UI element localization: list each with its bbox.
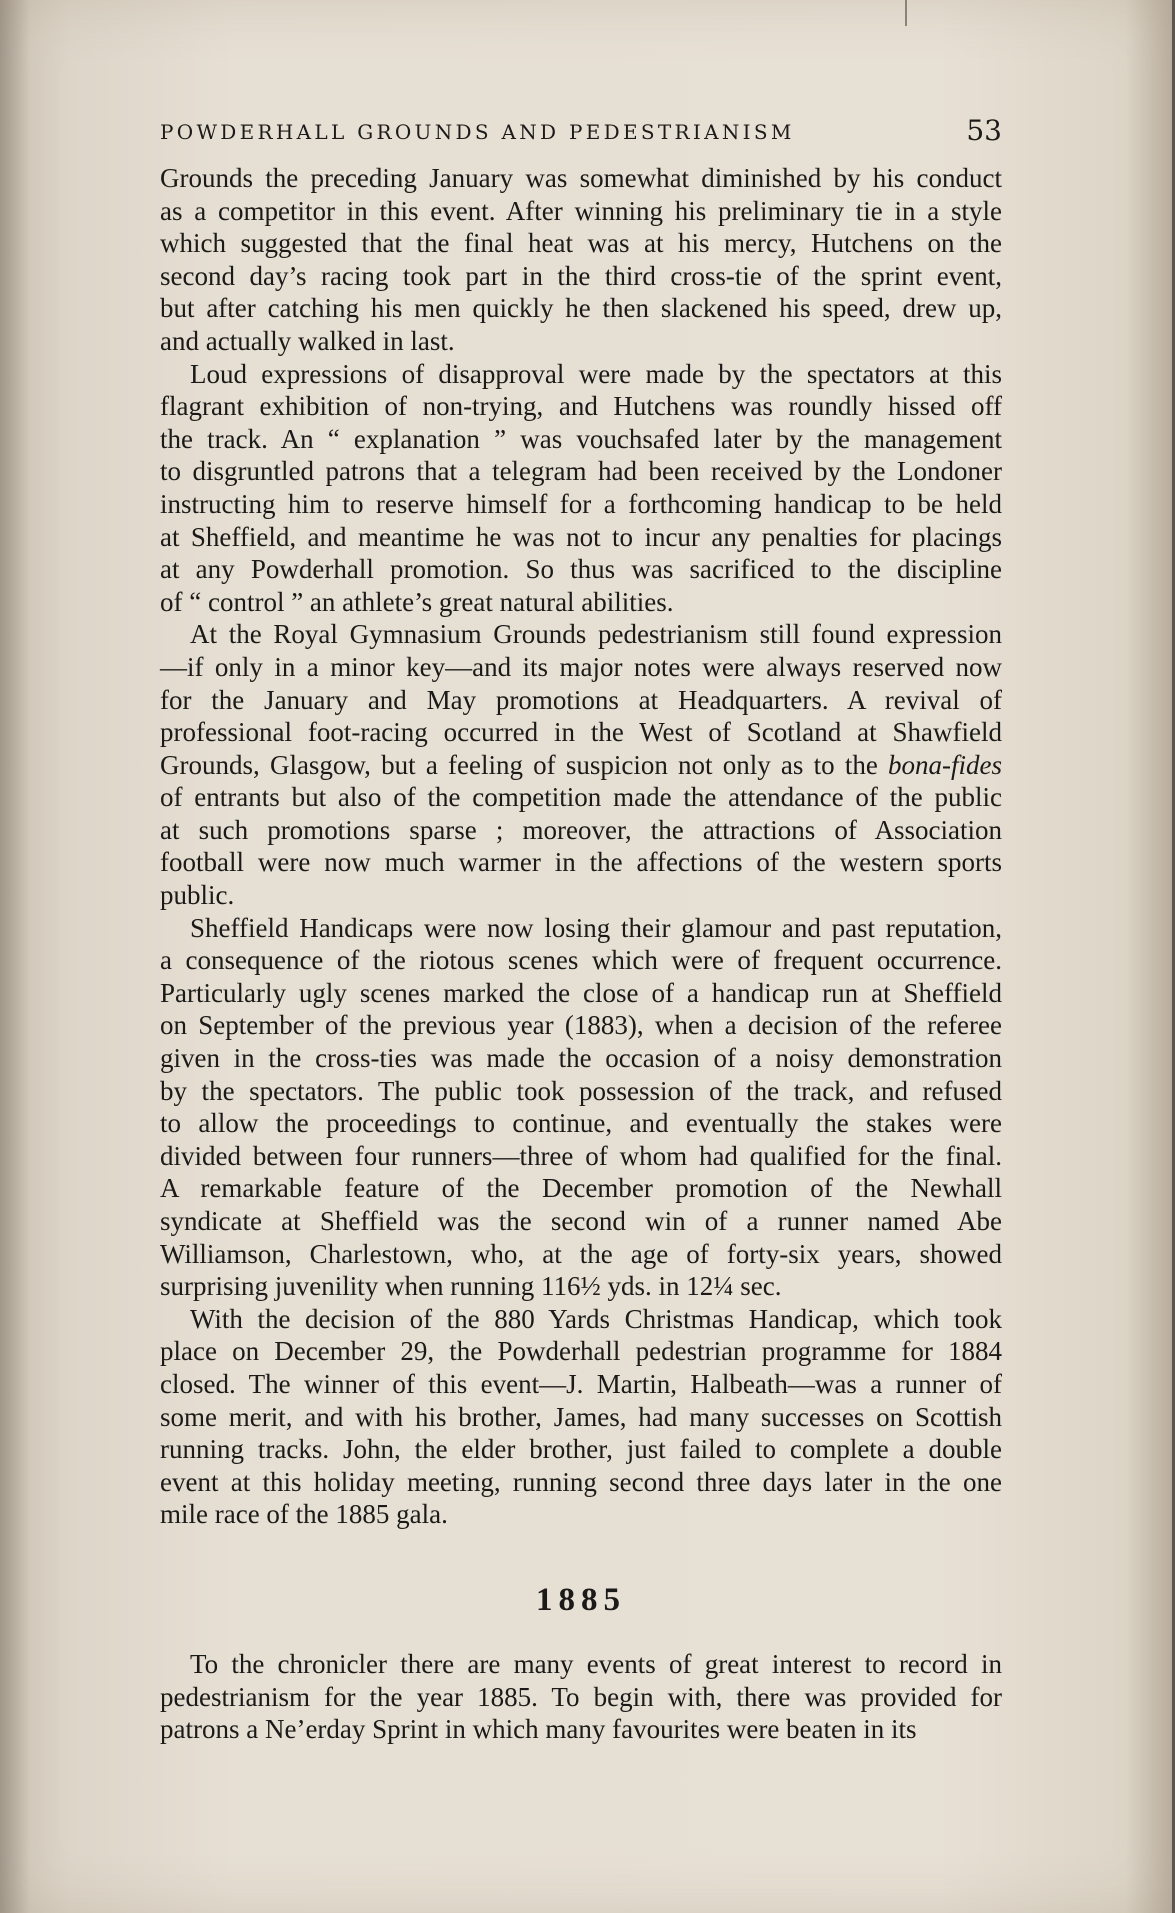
text-line: a consequence of the riotous scenes which were of frequent occurrence. <box>160 945 1002 976</box>
text-line: as a competitor in this event. After winning his preliminary tie in a style <box>160 195 1002 226</box>
page-edge-mark <box>905 0 907 26</box>
paragraph <box>160 912 1002 1303</box>
text-line: At the Royal Gymnasium Grounds pedestrianism still found expression <box>190 619 1002 650</box>
text-line: public. <box>160 880 235 911</box>
text-line: instructing him to reserve himself for a forthcoming handicap to be held <box>160 488 1002 519</box>
paragraph <box>160 1303 1002 1531</box>
text-line: at any Powderhall promotion. So thus was sacrificed to the discipline <box>160 554 1002 585</box>
text-line: Williamson, Charlestown, who, at the age of forty-six years, showed <box>160 1238 1002 1269</box>
text-line: Particularly ugly scenes marked the close of a handicap run at Sheffield <box>160 977 1002 1008</box>
text-line: given in the cross-ties was made the occasion of a noisy demonstration <box>160 1043 1002 1074</box>
text-line: at such promotions sparse ; moreover, the attractions of Association <box>160 814 1002 845</box>
text-line: —if only in a minor key—and its major notes were always reserved now <box>160 651 1002 682</box>
text-line: football were now much warmer in the affections of the western sports <box>160 847 1002 878</box>
text-line: second day’s racing took part in the third cross-tie of the sprint event, <box>160 260 1002 291</box>
text-line: pedestrianism for the year 1885. To begin with, there was provided for <box>160 1681 1002 1712</box>
text-line: With the decision of the 880 Yards Christmas Handicap, which took <box>190 1303 1002 1334</box>
text-line: and actually walked in last. <box>160 325 455 356</box>
text-line: to disgruntled patrons that a telegram had been received by the Londoner <box>160 456 1002 487</box>
text-line: To the chronicler there are many events of great interest to record in <box>190 1649 1002 1679</box>
paragraph <box>160 162 1002 358</box>
text-line: but after catching his men quickly he then slackened his speed, drew up, <box>160 293 1002 324</box>
text-line: for the January and May promotions at Headquarters. A revival of <box>160 684 1002 715</box>
text-line: of entrants but also of the competition made the attendance of the public <box>160 782 1002 813</box>
page-gutter-shadow <box>0 0 30 1913</box>
text-line: Sheffield Handicaps were now losing their glamour and past reputation, <box>190 912 1002 943</box>
text-line: Grounds, Glasgow, but a feeling of suspicion not only as to the bona-fides <box>160 749 1002 780</box>
paragraph <box>160 358 1002 619</box>
text-line: divided between four runners—three of whom had qualified for the final. <box>160 1140 1002 1171</box>
text-line: which suggested that the final heat was at his mercy, Hutchens on the <box>160 228 1002 259</box>
text-line: Loud expressions of disapproval were made by the spectators at this <box>190 358 1002 389</box>
section-heading: 1885 <box>536 1582 626 1618</box>
text-line: of “ control ” an athlete’s great natural abilities. <box>160 586 674 617</box>
text-line: at Sheffield, and meantime he was not to incur any penalties for placings <box>160 521 1002 552</box>
text-line: professional foot-racing occurred in the West of Scotland at Shawfield <box>160 717 1002 748</box>
text-line: mile race of the 1885 gala. <box>160 1499 448 1530</box>
text-line: flagrant exhibition of non-trying, and Hutchens was roundly hissed off <box>160 391 1002 422</box>
text-line: to allow the proceedings to continue, and eventually the stakes were <box>160 1108 1002 1139</box>
text-line: Grounds the preceding January was somewhat diminished by his conduct <box>160 163 1002 193</box>
text-line: closed. The winner of this event—J. Martin, Halbeath—was a runner of <box>160 1368 1002 1399</box>
paragraph <box>160 1648 1002 1746</box>
text-line: place on December 29, the Powderhall pedestrian programme for 1884 <box>160 1336 1002 1367</box>
section-text <box>160 1648 1002 1746</box>
running-head <box>160 112 1002 152</box>
body-text <box>160 162 1002 1531</box>
text-line: event at this holiday meeting, running second three days later in the one <box>160 1466 1002 1497</box>
text-line: the track. An “ explanation ” was vouchsafed later by the management <box>160 423 1002 454</box>
paragraph <box>160 618 1002 911</box>
text-line: surprising juvenility when running 116½ yds. in 12¼ sec. <box>160 1271 782 1302</box>
text-line: A remarkable feature of the December promotion of the Newhall <box>160 1173 1002 1204</box>
text-line: syndicate at Sheffield was the second win of a runner named Abe <box>160 1206 1002 1236</box>
text-line: by the spectators. The public took possession of the track, and refused <box>160 1075 1002 1106</box>
text-line: some merit, and with his brother, James, had many successes on Scottish <box>160 1401 1002 1432</box>
text-line: patrons a Ne’erday Sprint in which many favourites were beaten in its <box>160 1714 917 1745</box>
page-number: 53 <box>966 114 1002 147</box>
text-line: running tracks. John, the elder brother, just failed to complete a double <box>160 1434 1002 1465</box>
running-head-title: POWDERHALL GROUNDS AND PEDESTRIANISM <box>160 120 795 144</box>
text-line: on September of the previous year (1883), when a decision of the referee <box>160 1010 1002 1041</box>
